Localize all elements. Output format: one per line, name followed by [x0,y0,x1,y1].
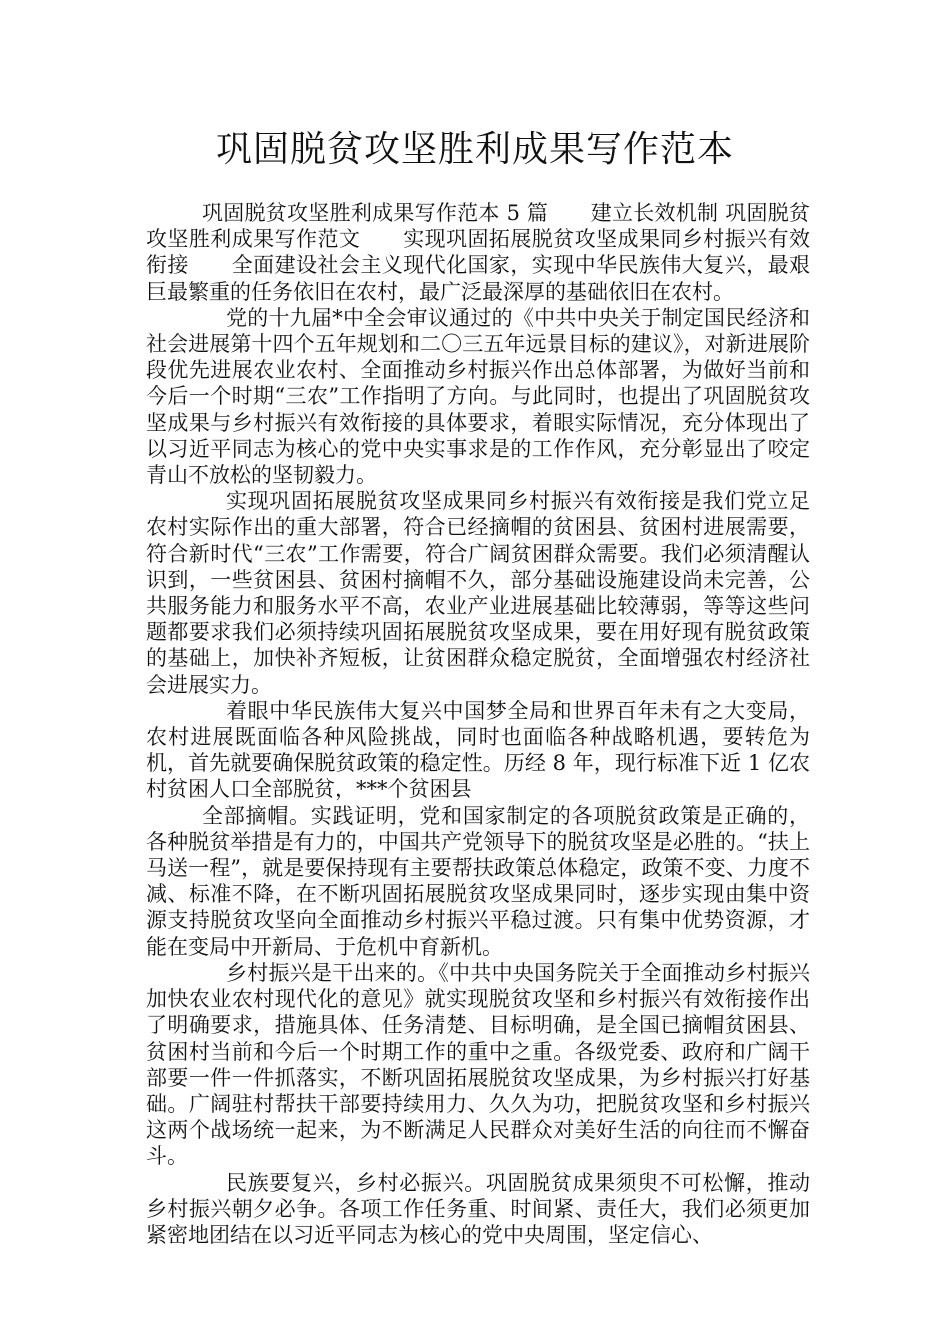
paragraph-plenary-session: 党的十九届*中全会审议通过的《中共中央关于制定国民经济和社会进展第十四个五年规划和二〇三五年远景目标的建议》，对新进展阶段优先进展农业农村、全面推动乡村振兴作出总体部署，为做好当前和今后一个时期“三农”工作指明了方向。与此同时，也提出了巩固脱贫攻坚成果与乡村振兴有效衔接的具体要求，着眼实际情况，充分体现出了以习近平同志为核心的党中央实事求是的工作作风，充分彰显出了咬定青山不放松的坚韧毅力。 [146,305,810,488]
paragraph-rural-revitalization: 乡村振兴是干出来的。《中共中央国务院关于全面推动乡村振兴加快农业农村现代化的意见》就实现脱贫攻坚和乡村振兴有效衔接作出了明确要求，措施具体、任务清楚、目标明确，是全国已摘帽贫困县、贫困村当前和今后一个时期工作的重中之重。各级党委、政府和广阔干部要一件一件抓落实，不断巩固拓展脱贫攻坚成果，为乡村振兴打好基础。广阔驻村帮扶干部要持续用力、久久为功，把脱贫攻坚和乡村振兴这两个战场统一起来，为不断满足人民群众对美好生活的向往而不懈奋斗。 [146,960,810,1169]
paragraph-county-exit: 全部摘帽。实践证明，党和国家制定的各项脱贫政策是正确的，各种脱贫举措是有力的，中国共产党领导下的脱贫攻坚是必胜的。“扶上马送一程”，就是要保持现有主要帮扶政策总体稳定，政策不变、力度不减、标准不降，在不断巩固拓展脱贫攻坚成果同时，逐步实现由集中资源支持脱贫攻坚向全面推动乡村振兴平稳过渡。只有集中优势资源，才能在变局中开新局、于危机中育新机。 [146,803,810,959]
paragraph-national-rejuvenation: 民族要复兴，乡村必振兴。巩固脱贫成果须臾不可松懈，推动乡村振兴朝夕必争。各项工作任务重、时间紧、责任大，我们必须更加紧密地团结在以习近平同志为核心的党中央周围，坚定信心、 [146,1170,810,1247]
paragraph-rural-deployment: 实现巩固拓展脱贫攻坚成果同乡村振兴有效衔接是我们党立足农村实际作出的重大部署，符合已经摘帽的贫困县、贫困村进展需要，符合新时代“三农”工作需要，符合广阔贫困群众需要。我们必须清醒认识到，一些贫困县、贫困村摘帽不久，部分基础设施建设尚未完善，公共服务能力和服务水平不高，农业产业进展基础比较薄弱，等等这些问题都要求我们必须持续巩固拓展脱贫攻坚成果，要在用好现有脱贫政策的基础上，加快补齐短板，让贫困群众稳定脱贫，全面增强农村经济社会进展实力。 [146,489,810,697]
paragraph-policy-stability: 着眼中华民族伟大复兴中国梦全局和世界百年未有之大变局，农村进展既面临各种风险挑战，同时也面临各种战略机遇，要转危为机，首先就要确保脱贫政策的稳定性。历经 8 年，现行标准下近 1 亿农村贫困人口全部脱贫，***个贫困县 [146,698,810,802]
document-title: 巩固脱贫攻坚胜利成果写作范本 [215,129,734,170]
document-body [146,200,810,1248]
paragraph-intro: 巩固脱贫攻坚胜利成果写作范本 5 篇 建立长效机制 巩固脱贫攻坚胜利成果写作范文 实现巩固拓展脱贫攻坚成果同乡村振兴有效衔接 全面建设社会主义现代化国家，实现中华民族伟大复兴，最艰巨最繁重的任务依旧在农村，最广泛最深厚的基础依旧在农村。 [146,201,810,304]
